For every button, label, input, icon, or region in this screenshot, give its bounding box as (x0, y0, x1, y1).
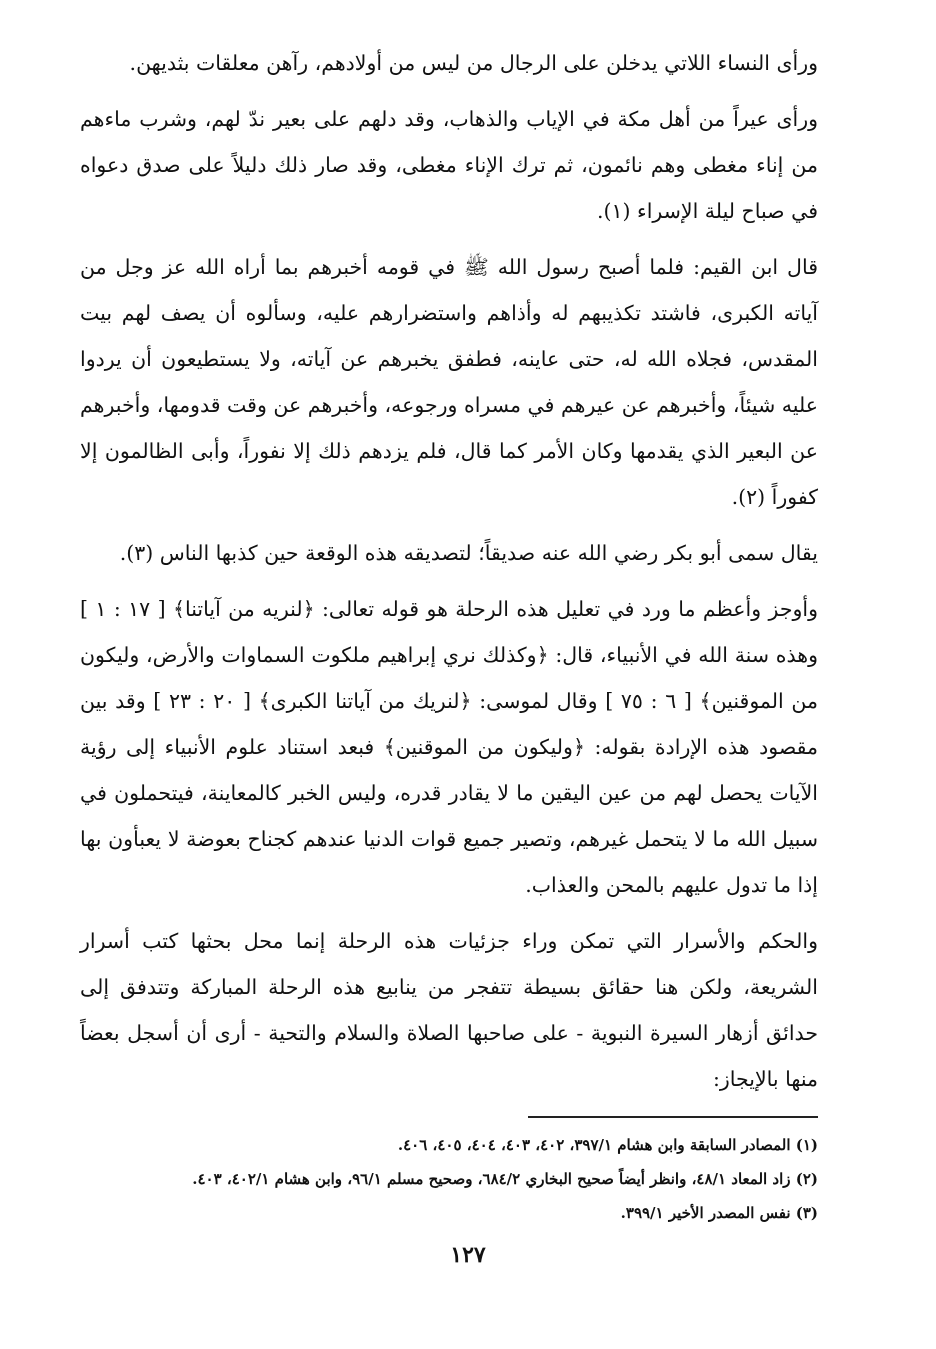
paragraph: والحكم والأسرار التي تمكن وراء جزئيات هذه الرحلة إنما محل بحثها كتب أسرار الشريعة، ولكن هنا حقائق بسيطة تتفجر من ينابيع هذه الرحلة المباركة وتتدفق إلى حدائق أزهار السيرة النبوية - على صاحبها الصلاة والسلام والتحية - أرى أن أسجل بعضاً منها بالإيجاز: (80, 929, 818, 1091)
paragraph: يقال سمى أبو بكر رضي الله عنه صديقاً؛ لتصديقه هذه الوقعة حين كذبها الناس (٣). (119, 541, 818, 565)
footnote-divider (528, 1116, 818, 1118)
paragraph: قال ابن القيم: فلما أصبح رسول الله ﷺ في قومه أخبرهم بما أراه الله عز وجل من آياته الكبرى، فاشتد تكذيبهم له وأذاهم واستضرارهم عليه، وسألوه أن يصف لهم بيت المقدس، فجلاه الله له، حتى عاينه، فطفق يخبرهم عن آياته، ولا يستطيعون أن يردوا عليه شيئاً، وأخبرهم عن عيرهم في مسراه ورجوعه، وأخبرهم عن وقت قدومها، وأخبرهم عن البعير الذي يقدمها وكان الأمر كما قال، فلم يزدهم ذلك إلا نفوراً، وأبى الظالمون إلا كفوراً (٢). (80, 255, 818, 509)
paragraph: وأوجز وأعظم ما ورد في تعليل هذه الرحلة هو قوله تعالى: ﴿لنريه من آياتنا﴾ [ ١٧ : ١ ] وهذه سنة الله في الأنبياء، قال: ﴿وكذلك نري إبراهيم ملكوت السماوات والأرض، وليكون من الموقنين﴾ [ ٦ : ٧٥ ] وقال لموسى: ﴿لنريك من آياتنا الكبرى﴾ [ ٢٠ : ٢٣ ] وقد بين مقصود هذه الإرادة بقوله: ﴿وليكون من الموقنين﴾ فبعد استناد علوم الأنبياء إلى رؤية الآيات يحصل لهم من عين اليقين ما لا يقادر قدره، وليس الخبر كالمعاينة، فيتحملون في سبيل الله ما لا يتحمل غيرهم، وتصير جميع قوات الدنيا عندهم كجناح بعوضة لا يعبأون بها إذا ما تدول عليهم بالمحن والعذاب. (80, 597, 818, 897)
body-text (80, 40, 818, 1102)
footnote: (٢) زاد المعاد ٤٨/١، وانظر أيضاً صحيح البخاري ٦٨٤/٢، وصحيح مسلم ٩٦/١، وابن هشام ٤٠٢/١، ٤٠٣. (192, 1170, 818, 1188)
paragraph: ورأى عيراً من أهل مكة في الإياب والذهاب، وقد دلهم على بعير ندّ لهم، وشرب ماءهم من إناء مغطى وهم نائمون، ثم ترك الإناء مغطى، وقد صار ذلك دليلاً على صدق دعواه في صباح ليلة الإسراء (١). (80, 107, 818, 223)
page-number: ١٢٧ (450, 1242, 486, 1268)
footnote: (١) المصادر السابقة وابن هشام ٣٩٧/١، ٤٠٢، ٤٠٣، ٤٠٤، ٤٠٥، ٤٠٦. (397, 1136, 818, 1154)
footnotes (80, 1128, 818, 1230)
footnote: (٣) نفس المصدر الأخير ٣٩٩/١. (620, 1204, 818, 1222)
paragraph: ورأى النساء اللاتي يدخلن على الرجال من ليس من أولادهم، رآهن معلقات بثديهن. (129, 51, 818, 75)
